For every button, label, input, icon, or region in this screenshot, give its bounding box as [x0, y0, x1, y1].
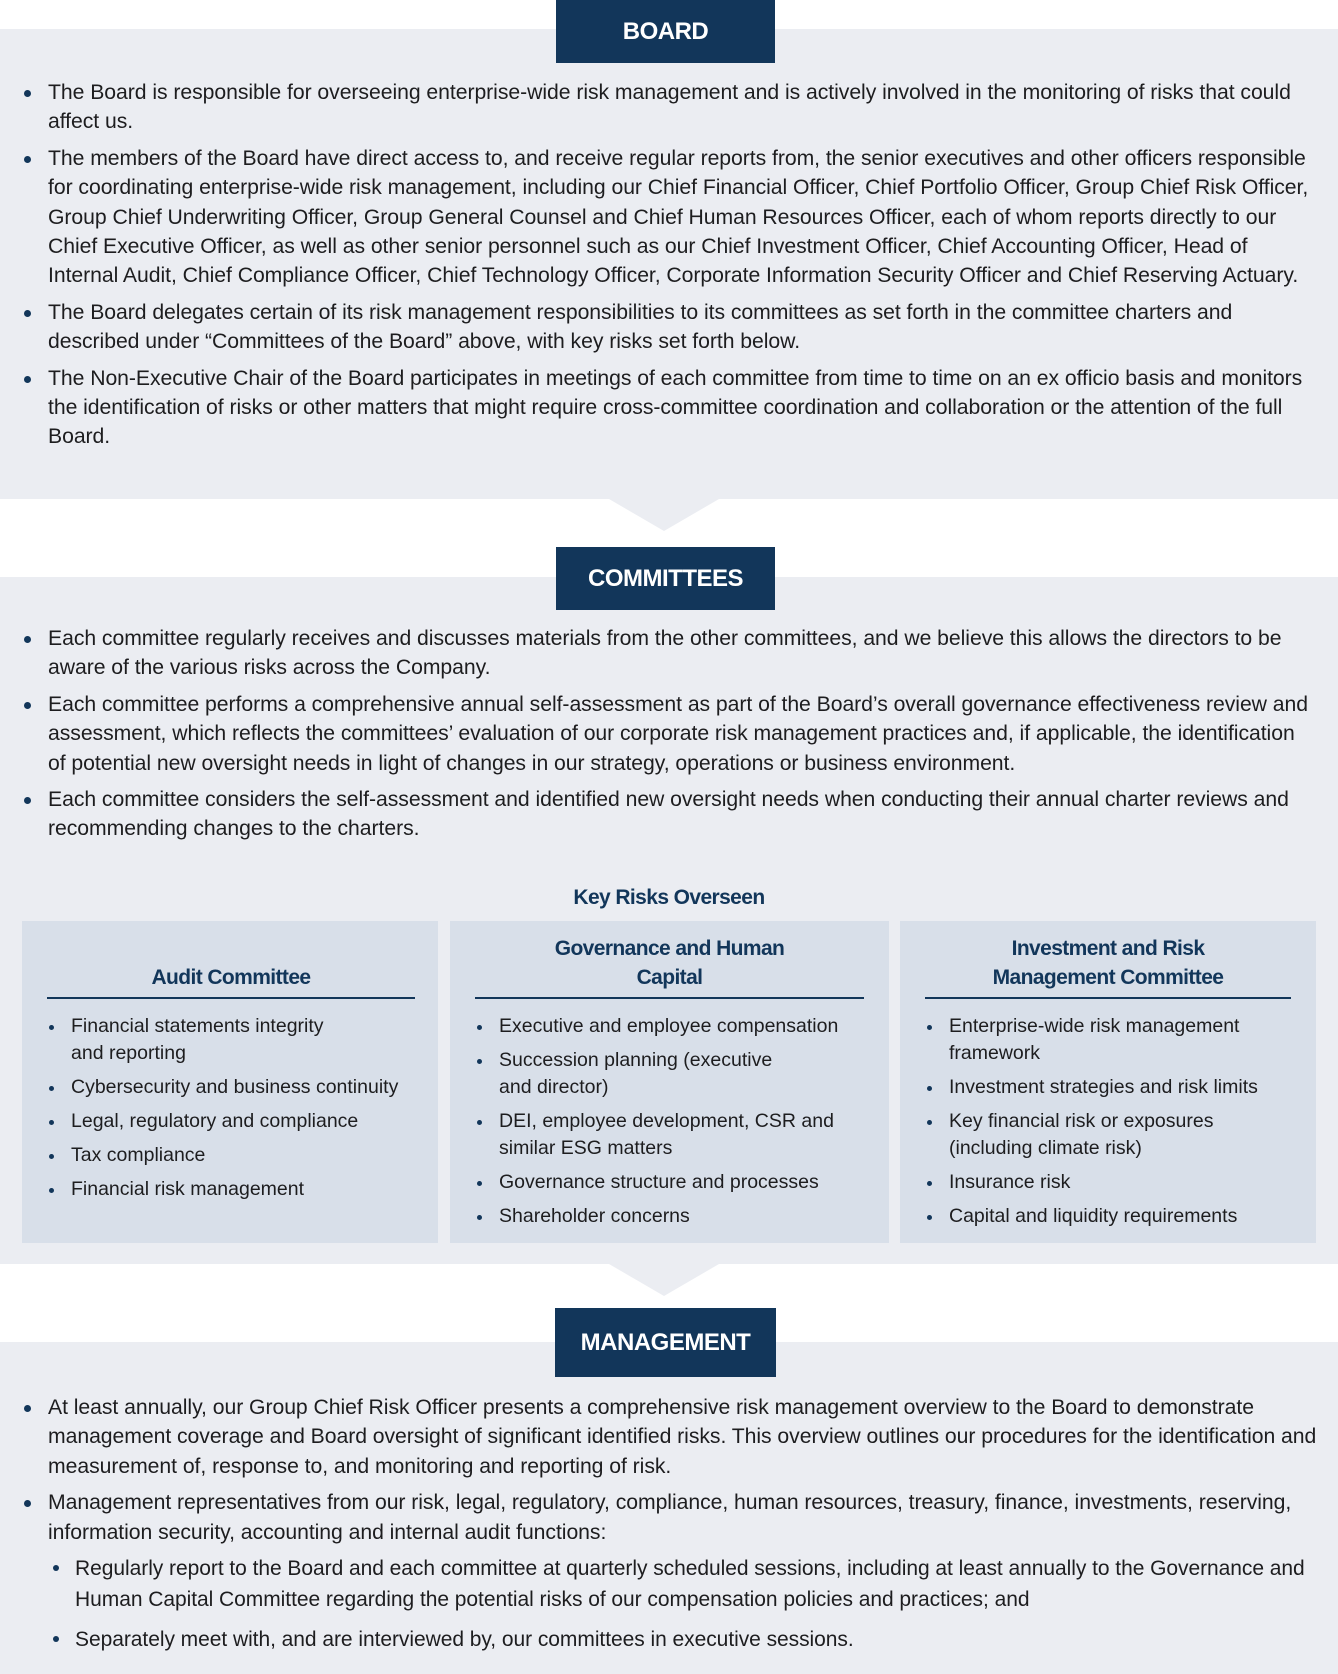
board-bullet: The Board delegates certain of its risk management responsibilities to its committees as set forth in the committee charters and described under “Committees of the Board” above, with key risks set forth below.	[0, 298, 1318, 357]
management-bullet	[0, 1488, 1318, 1655]
card-risk-item: Governance structure and processes	[474, 1169, 879, 1196]
card-risk-item: Capital and liquidity requirements	[924, 1203, 1309, 1230]
card-risk-item: Investment strategies and risk limits	[924, 1074, 1309, 1101]
board-header: BOARD	[556, 0, 775, 63]
committees-bullets	[0, 624, 1318, 851]
committees-arrow	[609, 1264, 719, 1296]
card-risk-list	[924, 1013, 1309, 1237]
card-risk-item: DEI, employee development, CSR and similar ESG matters	[474, 1108, 859, 1162]
card-risk-item: Shareholder concerns	[474, 1203, 879, 1230]
card-risk-item: Insurance risk	[924, 1169, 1309, 1196]
board-arrow	[609, 499, 719, 531]
investment-risk-card	[900, 921, 1316, 1243]
committees-bullet: Each committee considers the self-assessment and identified new oversight needs when conducting their annual charter reviews and recommending changes to the charters.	[0, 785, 1318, 844]
board-bullets	[0, 78, 1318, 459]
card-risk-list	[46, 1013, 436, 1210]
card-risk-item: Enterprise-wide risk management framework	[924, 1013, 1279, 1067]
card-risk-list	[474, 1013, 879, 1237]
board-bullet: The Board is responsible for overseeing enterprise-wide risk management and is actively involved in the monitoring of risks that could affect us.	[0, 78, 1318, 137]
card-risk-item: Tax compliance	[46, 1142, 436, 1169]
management-sub-bullets	[48, 1553, 1318, 1655]
board-bullet: The members of the Board have direct access to, and receive regular reports from, the senior executives and other officers responsible for coordinating enterprise-wide risk management, including our Chief Financial Officer, Chief Portfolio Officer, Group Chief Risk Officer, Group Chief Underwriting Officer, Group General Counsel and Chief Human Resources Officer, each of whom reports directly to our Chief Executive Officer, as well as other senior personnel such as our Chief Investment Officer, Chief Accounting Officer, Head of Internal Audit, Chief Compliance Officer, Chief Technology Officer, Corporate Information Security Officer and Chief Reserving Actuary.	[0, 144, 1318, 291]
card-risk-item: Legal, regulatory and compliance	[46, 1108, 436, 1135]
card-risk-item: Financial statements integrity and reporting	[46, 1013, 361, 1067]
committees-bullet: Each committee performs a comprehensive annual self-assessment as part of the Board’s overall governance effectiveness review and assessment, which reflects the committees’ evaluation of our corporate risk management practices and, if applicable, the identification of potential new oversight needs in light of changes in our strategy, operations or business environment.	[0, 690, 1318, 778]
card-risk-item: Financial risk management	[46, 1176, 436, 1203]
board-bullet: The Non-Executive Chair of the Board participates in meetings of each committee from time to time on an ex officio basis and monitors the identification of risks or other matters that might require cross-committee coordination and collaboration or the attention of the full Board.	[0, 364, 1318, 452]
audit-committee-card	[22, 921, 438, 1243]
card-risk-item: Executive and employee compensation	[474, 1013, 879, 1040]
card-risk-item: Key financial risk or exposures (including climate risk)	[924, 1108, 1249, 1162]
card-risk-item: Cybersecurity and business continuity	[46, 1074, 436, 1101]
management-header: MANAGEMENT	[555, 1308, 776, 1377]
card-title: Audit Committee	[47, 921, 415, 999]
management-sub-bullet: Separately meet with, and are interviewed by, our committees in executive sessions.	[48, 1624, 1318, 1655]
management-bullet-text: Management representatives from our risk, legal, regulatory, compliance, human resources, treasury, finance, investments, reserving, information security, accounting and internal audit functions:	[48, 1491, 1292, 1544]
committees-bullet: Each committee regularly receives and discusses materials from the other committees, and we believe this allows the directors to be aware of the various risks across the Company.	[0, 624, 1318, 683]
committees-header: COMMITTEES	[556, 547, 775, 610]
card-title: Governance and Human Capital	[475, 921, 864, 999]
card-title: Investment and Risk Management Committee	[925, 921, 1291, 999]
management-sub-bullet: Regularly report to the Board and each committee at quarterly scheduled sessions, including at least annually to the Governance and Human Capital Committee regarding the potential risks of our compensation policies and practices; and	[48, 1553, 1318, 1615]
card-risk-item: Succession planning (executive and director)	[474, 1047, 799, 1101]
management-bullet: At least annually, our Group Chief Risk Officer presents a comprehensive risk management overview to the Board to demonstrate management coverage and Board oversight of significant identified risks. This overview outlines our procedures for the identification and measurement of, response to, and monitoring and reporting of risk.	[0, 1393, 1318, 1481]
management-bullets	[0, 1393, 1318, 1664]
key-risks-title: Key Risks Overseen	[573, 886, 765, 909]
governance-card	[450, 921, 889, 1243]
